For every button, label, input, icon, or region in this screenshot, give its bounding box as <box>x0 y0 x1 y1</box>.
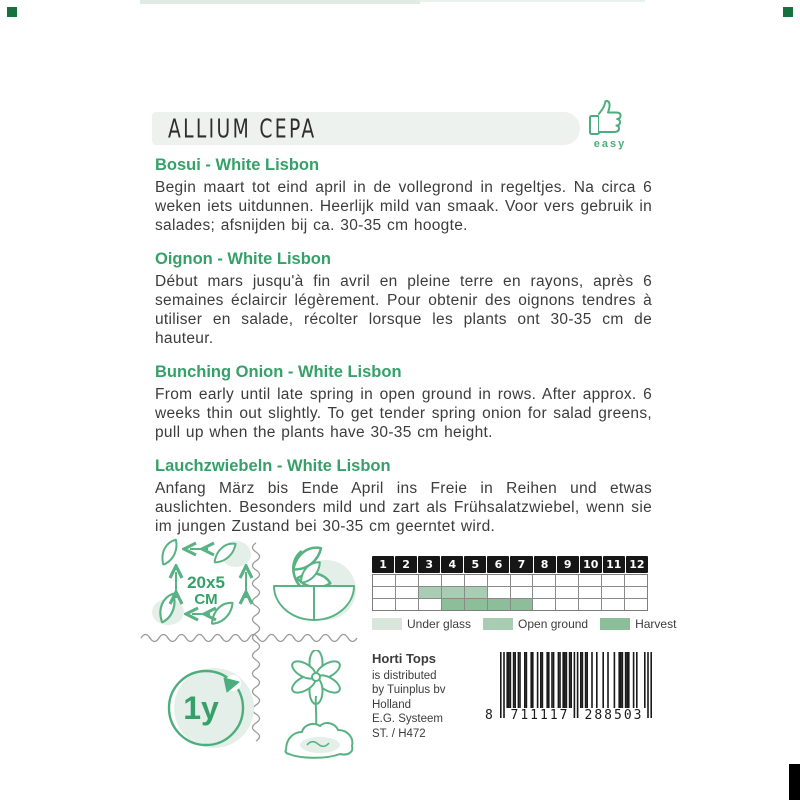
calendar-cell <box>556 575 579 587</box>
calendar-month-cell: 5 <box>464 556 486 573</box>
calendar-header-row <box>372 556 648 573</box>
calendar-cell <box>511 599 534 610</box>
page-title: ALLIUM CEPA <box>168 113 317 144</box>
section-english <box>155 363 652 442</box>
section-dutch <box>155 156 652 235</box>
section-body: Début mars jusqu'à fin avril en pleine terre en rayons, après 6 semaines éclaircir légèrement. Pour obtenir des oignons tendres à utiliser en salade, récolter lorsque les plants ont 30-35 cm de hauteur. <box>155 273 652 347</box>
section-body: Begin maart tot eind april in de vollegrond in regeltjes. Na circa 6 weken iets uitdunnen. Heerlijk mild van smaak. Voor vers gebruik in salades; afsnijden bij ca. 30-35 cm hoogte. <box>155 179 652 234</box>
calendar-row-under-glass <box>373 575 647 587</box>
distributor-lines <box>372 669 492 742</box>
svg-text:20x5: 20x5 <box>187 573 225 592</box>
calendar-cell <box>419 587 442 599</box>
calendar-cell <box>533 575 556 587</box>
calendar-cell <box>373 599 396 610</box>
calendar-month-cell: 9 <box>557 556 579 573</box>
calendar-cell <box>556 599 579 610</box>
section-german <box>155 457 652 536</box>
calendar-cell <box>602 575 625 587</box>
calendar-cell <box>419 575 442 587</box>
barcode-digit-left: 8 <box>485 708 493 723</box>
calendar-cell <box>465 587 488 599</box>
calendar-cell <box>465 599 488 610</box>
legend-swatch <box>483 618 513 630</box>
calendar-month-cell: 6 <box>487 556 509 573</box>
ean-barcode <box>485 652 652 732</box>
calendar-row-harvest <box>373 599 647 610</box>
calendar-cell <box>602 587 625 599</box>
calendar-cell <box>419 599 442 610</box>
calendar-cell <box>488 587 511 599</box>
distributor-line: ST. / H472 <box>372 727 426 740</box>
distributor-block <box>372 652 492 741</box>
distributor-line: is distributed <box>372 669 437 682</box>
calendar-cell <box>465 575 488 587</box>
legend-item <box>372 617 471 631</box>
calendar-cell <box>602 599 625 610</box>
salad-bowl-icon <box>268 540 360 640</box>
legend-item <box>483 617 588 631</box>
calendar-cell <box>373 587 396 599</box>
svg-text:1y: 1y <box>183 690 219 726</box>
section-heading: Oignon - White Lisbon <box>155 250 331 268</box>
svg-text:CM: CM <box>194 591 218 608</box>
distributor-line: E.G. Systeem <box>372 713 443 725</box>
legend-swatch <box>372 618 402 630</box>
section-heading: Bosui - White Lisbon <box>155 156 320 174</box>
section-body: From early until late spring in open ground in rows. After approx. 6 weeks thin out slightly. To get tender spring onion for salad greens, pull up when the plants have 30-35 cm height. <box>155 386 652 441</box>
calendar-cell <box>396 575 419 587</box>
flower-soil-icon <box>274 650 358 762</box>
calendar-cell <box>442 587 465 599</box>
distributor-line: by Tuinplus bv <box>372 684 446 696</box>
calendar-month-cell: 10 <box>580 556 602 573</box>
calendar-month-cell: 7 <box>510 556 532 573</box>
calendar-row-open-ground <box>373 587 647 599</box>
calendar-cell <box>579 575 602 587</box>
annual-cycle-icon <box>156 656 260 760</box>
calendar-cell <box>396 587 419 599</box>
calendar-cell <box>396 599 419 610</box>
calendar-cell <box>533 599 556 610</box>
top-bleed-strip <box>140 0 420 4</box>
sowing-calendar <box>372 556 648 611</box>
calendar-month-cell: 11 <box>603 556 625 573</box>
legend-label: Under glass <box>407 617 472 631</box>
legend-label: Harvest <box>635 617 677 631</box>
calendar-cell <box>488 599 511 610</box>
calendar-cell <box>511 575 534 587</box>
calendar-legend <box>372 617 677 631</box>
calendar-month-cell: 1 <box>372 556 394 573</box>
difficulty-label: easy <box>593 138 627 150</box>
barcode-digits-middle: 711117 <box>510 708 570 723</box>
calendar-cell <box>625 599 647 610</box>
title-banner <box>152 112 580 145</box>
legend-swatch <box>600 618 630 630</box>
distributor-line: Holland <box>372 698 411 711</box>
calendar-cell <box>442 599 465 610</box>
calendar-cell <box>442 575 465 587</box>
top-bleed-strip-thin <box>420 0 645 2</box>
section-heading: Lauchzwiebeln - White Lisbon <box>155 457 391 475</box>
calendar-month-cell: 3 <box>418 556 440 573</box>
calendar-cell <box>625 575 647 587</box>
sowing-distance-icon <box>140 538 262 634</box>
description-sections <box>155 156 652 551</box>
calendar-cell <box>373 575 396 587</box>
calendar-cell <box>579 599 602 610</box>
calendar-grid <box>372 574 648 611</box>
section-body: Anfang März bis Ende April ins Freie in Reihen und etwas auslichten. Besonders mild und zart als Frühsalatzwiebel, wenn sie im jungen Zustand bei 30-35 cm geerntet wird. <box>155 480 652 535</box>
calendar-month-cell: 12 <box>626 556 648 573</box>
calendar-cell <box>579 587 602 599</box>
print-color-bar <box>789 764 800 800</box>
calendar-cell <box>511 587 534 599</box>
registration-mark-top-left <box>7 7 17 17</box>
difficulty-badge <box>586 100 634 150</box>
calendar-cell <box>625 587 647 599</box>
thumbs-up-icon <box>586 100 632 140</box>
calendar-cell <box>488 575 511 587</box>
calendar-month-cell: 8 <box>534 556 556 573</box>
registration-mark-top-right <box>783 7 793 17</box>
calendar-month-cell: 2 <box>395 556 417 573</box>
calendar-cell <box>533 587 556 599</box>
barcode-digits-right: 288503 <box>584 708 644 723</box>
section-heading: Bunching Onion - White Lisbon <box>155 363 402 381</box>
section-french <box>155 250 652 348</box>
legend-item <box>600 617 676 631</box>
calendar-cell <box>556 587 579 599</box>
legend-label: Open ground <box>518 617 589 631</box>
calendar-month-cell: 4 <box>441 556 463 573</box>
distributor-name: Horti Tops <box>372 651 437 666</box>
